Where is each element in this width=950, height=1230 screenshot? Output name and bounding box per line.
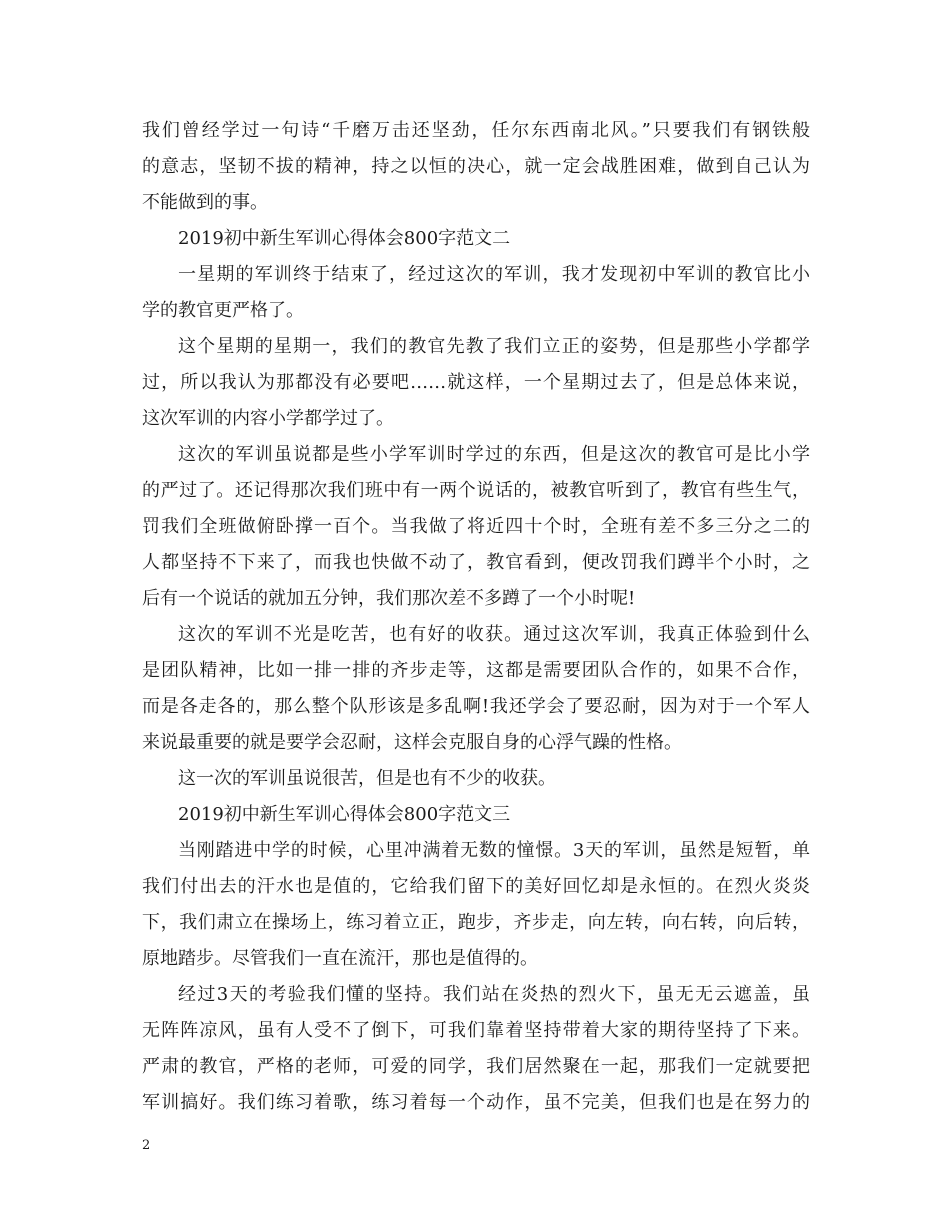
page-number: 2 [142,1138,151,1153]
text-line: 下，我们肃立在操场上，练习着立正，跑步，齐步走，向左转，向右转，向后转， [142,912,810,933]
text-line: 罚我们全班做俯卧撑一百个。当我做了将近四十个时，全班有差不多三分之二的 [142,516,810,537]
text-line: 学的教官更严格了。 [142,300,304,321]
text-line: 后有一个说话的就加五分钟，我们那次差不多蹲了一个小时呢! [142,588,636,609]
document-body [142,113,810,1121]
text-line: 这个星期的星期一，我们的教官先教了我们立正的姿势，但是那些小学都学 [178,336,810,357]
section-heading: 2019初中新生军训心得体会800字范文三 [178,804,511,825]
text-line: 这次的军训虽说都是些小学军训时学过的东西，但是这次的教官可是比小学 [178,444,810,465]
text-line: 这一次的军训虽说很苦，但是也有不少的收获。 [178,768,556,789]
text-line: 这次的军训不光是吃苦，也有好的收获。通过这次军训，我真正体验到什么 [178,624,810,645]
text-line: 不能做到的事。 [142,192,268,213]
text-line: 我们曾经学过一句诗“千磨万击还坚劲，任尔东西南北风。”只要我们有钢铁般 [142,120,810,141]
text-line: 这次军训的内容小学都学过了。 [142,408,394,429]
text-line: 当刚踏进中学的时候，心里冲满着无数的憧憬。3天的军训，虽然是短暂，单 [178,840,810,861]
text-line: 无阵阵凉风，虽有人受不了倒下，可我们靠着坚持带着大家的期待坚持了下来。 [142,1020,810,1041]
text-line: 人都坚持不下来了，而我也快做不动了，教官看到，便改罚我们蹲半个小时，之 [142,552,810,573]
text-line: 的意志，坚韧不拔的精神，持之以恒的决心，就一定会战胜困难，做到自己认为 [142,156,810,177]
text-line: 军训搞好。我们练习着歌，练习着每一个动作，虽不完美，但我们也是在努力的 [142,1092,810,1113]
section-heading: 2019初中新生军训心得体会800字范文二 [178,228,511,249]
text-line: 一星期的军训终于结束了，经过这次的军训，我才发现初中军训的教官比小 [178,264,810,285]
text-line: 而是各走各的，那么整个队形该是多乱啊!我还学会了要忍耐，因为对于一个军人 [142,696,810,717]
text-line: 我们付出去的汗水也是值的，它给我们留下的美好回忆却是永恒的。在烈火炎炎 [142,876,810,897]
text-line: 过，所以我认为那都没有必要吧……就这样，一个星期过去了，但是总体来说， [142,372,810,393]
text-line: 来说最重要的就是要学会忍耐，这样会克服自身的心浮气躁的性格。 [142,732,682,753]
text-line: 原地踏步。尽管我们一直在流汗，那也是值得的。 [142,948,538,969]
text-line: 是团队精神，比如一排一排的齐步走等，这都是需要团队合作的，如果不合作， [142,660,810,681]
text-line: 的严过了。还记得那次我们班中有一两个说话的，被教官听到了，教官有些生气， [142,480,810,501]
text-line: 严肃的教官，严格的老师，可爱的同学，我们居然聚在一起，那我们一定就要把 [142,1056,810,1077]
text-line: 经过3天的考验我们懂的坚持。我们站在炎热的烈火下，虽无无云遮盖，虽 [178,984,810,1005]
